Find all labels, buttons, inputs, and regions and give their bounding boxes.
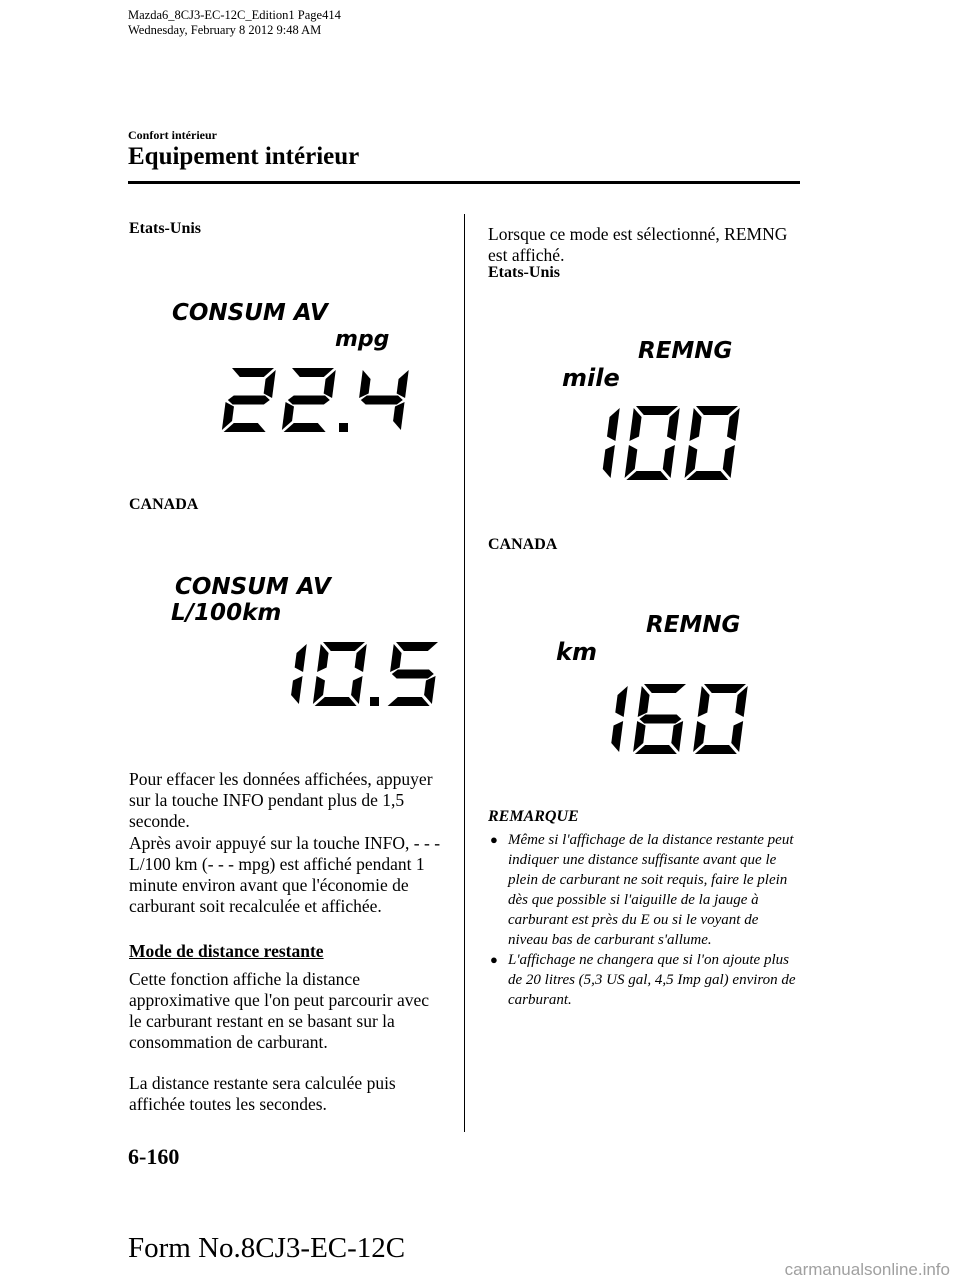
paragraph-clear-data: Pour effacer les données affichées, appuyer sur la touche INFO pendant plus de 1,5 seconde.	[129, 769, 433, 831]
lcd-segment	[390, 644, 403, 672]
note-list	[488, 830, 800, 1010]
lcd-mode-label: REMNG	[646, 612, 741, 638]
lcd-segment	[360, 396, 403, 405]
lcd-digits	[610, 684, 748, 754]
lcd-segment	[722, 445, 735, 478]
note-heading: REMARQUE	[488, 808, 579, 825]
paragraph-remng-intro: Lorsque ce mode est sélectionné, REMNG est affiché.	[488, 224, 788, 265]
section-label: Confort intérieur	[128, 128, 217, 142]
lcd-remng-us	[552, 330, 742, 490]
lcd-digit	[222, 368, 276, 432]
note-item	[488, 950, 800, 1010]
us-label-distance: Etats-Unis	[488, 264, 561, 281]
canada-label-distance: CANADA	[488, 536, 558, 553]
lcd-segment	[350, 676, 363, 704]
lcd-segment	[423, 676, 436, 704]
lcd-digit	[624, 406, 680, 480]
lcd-segment	[615, 686, 628, 717]
lcd-consum-us	[160, 292, 420, 452]
lcd-digits	[290, 642, 440, 706]
lcd-segment	[287, 396, 330, 405]
bullet-icon: ●	[490, 832, 498, 847]
lcd-segment	[638, 686, 651, 717]
lcd-decimal-point	[370, 697, 379, 706]
lcd-digit	[610, 686, 628, 752]
lcd-remng-canada	[552, 606, 742, 766]
lcd-mode-label: CONSUM AV	[172, 300, 328, 326]
lcd-digit	[602, 408, 620, 478]
bullet-icon: ●	[490, 952, 498, 967]
lcd-digit	[290, 644, 307, 704]
lcd-segment	[317, 644, 330, 672]
paragraph-distance-desc: Cette fonction affiche la distance approximative que l'on peut parcourir avec le carburant restant en se basant sur la consommation de carburant.	[129, 969, 430, 1052]
lcd-digit	[693, 684, 748, 754]
page-number: 6-160	[128, 1144, 180, 1169]
lcd-segment	[695, 745, 738, 754]
lcd-unit-label: km	[556, 638, 597, 666]
note-item	[488, 830, 800, 950]
lcd-segment	[730, 721, 743, 752]
lcd-digit	[386, 642, 440, 706]
print-metadata-line-1: Mazda6_8CJ3-EC-12C_Edition1 Page414	[128, 8, 341, 22]
lcd-segment	[703, 684, 746, 693]
lcd-mode-label: REMNG	[638, 338, 733, 364]
lcd-consum-canada	[165, 566, 425, 726]
lcd-decimal-point	[339, 423, 348, 432]
lcd-digit	[355, 370, 409, 430]
heading-distance-mode: Mode de distance restante	[129, 941, 324, 961]
lcd-segment	[284, 423, 327, 432]
lcd-segment	[602, 445, 615, 478]
lcd-segment	[294, 644, 307, 672]
canada-label-consumption: CANADA	[129, 496, 199, 513]
lcd-segment	[610, 721, 623, 752]
lcd-segment	[395, 642, 438, 651]
lcd-mode-label: CONSUM AV	[175, 574, 331, 600]
lcd-segment	[606, 408, 619, 441]
lcd-segment	[322, 642, 365, 651]
column-divider	[464, 214, 465, 1132]
page-title: Equipement intérieur	[128, 143, 360, 170]
lcd-digits	[222, 368, 409, 432]
lcd-segment	[643, 684, 686, 693]
title-rule	[128, 181, 800, 184]
lcd-unit-label: mpg	[335, 327, 390, 352]
lcd-segment	[227, 396, 270, 405]
lcd-segment	[359, 370, 372, 398]
lcd-digits	[602, 406, 740, 480]
lcd-segment	[635, 406, 678, 415]
lcd-segment	[629, 408, 642, 441]
lcd-segment	[662, 445, 675, 478]
print-metadata	[128, 8, 341, 38]
paragraph-after-info: Après avoir appuyé sur la touche INFO, - - - L/100 km (- - - mpg) est affiché pendant 1 minute environ avant que l'économie de carburant soit recalculée et affichée.	[129, 833, 441, 916]
lcd-digit	[684, 406, 740, 480]
lcd-segment	[695, 406, 738, 415]
lcd-segment	[388, 697, 431, 706]
lcd-segment	[396, 370, 409, 398]
form-number: Form No.8CJ3-EC-12C	[128, 1232, 406, 1264]
lcd-segment	[670, 721, 683, 752]
lcd-segment	[392, 402, 405, 430]
lcd-segment	[626, 471, 669, 480]
lcd-unit-label: mile	[562, 364, 620, 392]
lcd-segment	[315, 697, 358, 706]
lcd-digit	[282, 368, 336, 432]
print-metadata-line-2: Wednesday, February 8 2012 9:48 AM	[128, 23, 322, 37]
lcd-unit-label: L/100km	[171, 600, 282, 626]
lcd-segment	[290, 676, 303, 704]
us-label-consumption: Etats-Unis	[129, 220, 202, 237]
note-text: Même si l'affichage de la distance restante peut indiquer une distance suffisante avant que le plein de carburant ne soit requis, faire le plein dès que possible si l'aiguille de la jauge à carburant est près du E ou si le voyant de niveau bas de carburant s'allume.	[508, 832, 794, 948]
lcd-segment	[635, 745, 678, 754]
lcd-digit	[313, 642, 367, 706]
lcd-segment	[391, 670, 434, 679]
lcd-segment	[639, 715, 682, 724]
lcd-segment	[291, 368, 334, 377]
lcd-segment	[231, 368, 274, 377]
paragraph-distance-update: La distance restante sera calculée puis affichée toutes les secondes.	[129, 1073, 396, 1114]
watermark: carmanualsonline.info	[784, 1260, 950, 1279]
lcd-segment	[224, 423, 267, 432]
lcd-segment	[686, 471, 729, 480]
lcd-segment	[689, 408, 702, 441]
lcd-segment	[698, 686, 711, 717]
lcd-digit	[633, 684, 688, 754]
note-text: L'affichage ne changera que si l'on ajoute plus de 20 litres (5,3 US gal, 4,5 Imp gal) environ de carburant.	[508, 952, 796, 1008]
